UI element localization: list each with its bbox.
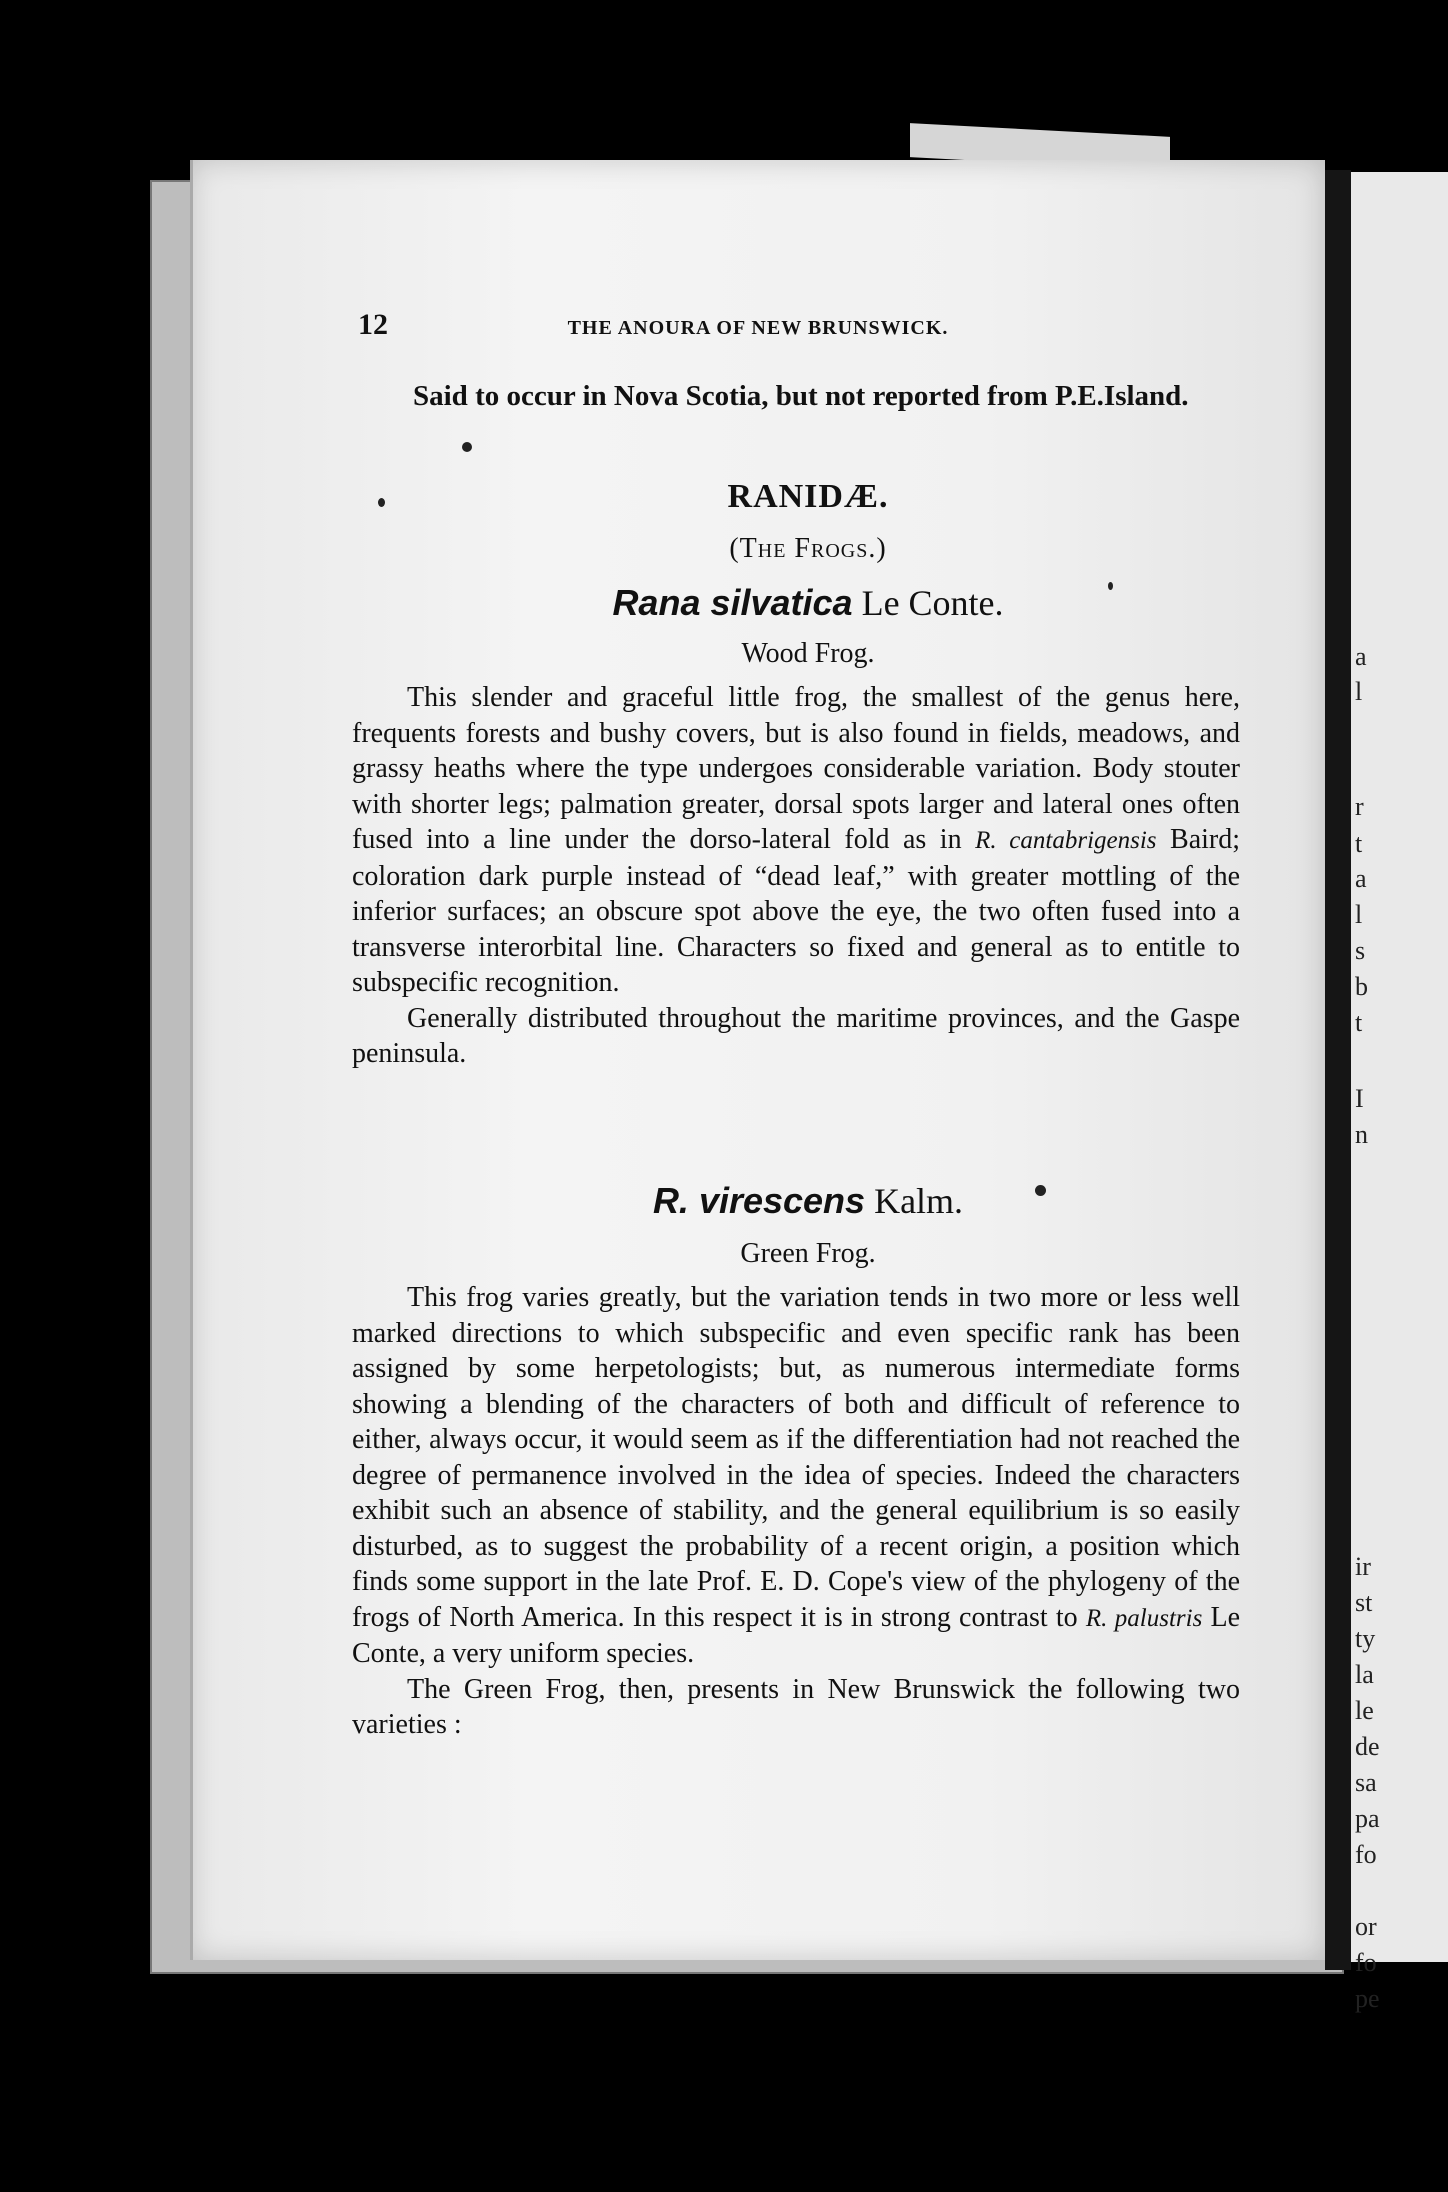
ink-speck (462, 442, 472, 452)
species-heading-virescens (358, 1180, 1258, 1222)
next-page-fragment: ir (1355, 1552, 1371, 1581)
next-page-fragment: pa (1355, 1804, 1380, 1833)
next-page-fragment: t (1355, 1008, 1363, 1037)
next-page-fragment: s (1355, 936, 1366, 965)
intro-line: Said to occur in Nova Scotia, but not reported from P.E.Island. (413, 380, 1189, 412)
next-page-fragment: r (1355, 792, 1364, 821)
paragraph (352, 680, 1240, 1001)
running-head (358, 308, 1078, 342)
next-page-fragment: sa (1355, 1768, 1377, 1797)
species-author: Le Conte. (861, 583, 1004, 623)
species-author: Kalm. (874, 1181, 964, 1221)
next-page-fragment: fo (1355, 1948, 1377, 1977)
family-heading: RANIDÆ. (727, 478, 889, 515)
paragraph-text: This frog varies greatly, but the variation tends in two more or less well marked directions to which subspecific and even specific rank has been assigned by some herpetologists; but, as numerous intermediate forms showing a blending of the characters of both and difficult of reference to either, always occur, it would seem as if the differentiation had not reached the degree of permanence involved in the idea of species. Indeed the characters exhibit such an absence of stability, and the general equilibrium is so easily disturbed, as to suggest the probability of a recent origin, a position which finds some support in the late Prof. E. D. Cope's view of the phylogeny of the frogs of North America. In this respect it is in strong contrast to (352, 1282, 1240, 1633)
ink-speck (378, 498, 385, 507)
next-page-fragment: l (1355, 677, 1363, 706)
next-page-fragment: fo (1355, 1840, 1377, 1869)
next-page-fragment: st (1355, 1588, 1373, 1617)
next-page-fragment: a (1355, 864, 1367, 893)
family-subtitle: (The Frogs.) (729, 533, 887, 564)
book-gutter (1325, 170, 1351, 1970)
running-head-title: THE ANOURA OF NEW BRUNSWICK. (567, 317, 949, 339)
ink-speck (1108, 582, 1113, 590)
next-page-fragment: pe (1355, 1984, 1380, 2013)
species-heading-silvatica (358, 582, 1258, 624)
paragraph-text: Le Conte, a very uniform species. (352, 1601, 1241, 1669)
next-page-edge (1351, 172, 1448, 2013)
next-page-fragment: a (1355, 642, 1367, 671)
next-page-fragment: la (1355, 1660, 1374, 1689)
next-page-fragment: b (1355, 972, 1368, 1001)
description-virescens (352, 1280, 1240, 1743)
next-page-fragment: n (1355, 1120, 1368, 1149)
next-page-fragment: le (1355, 1696, 1374, 1725)
next-page-fragment: I (1355, 1084, 1364, 1113)
paragraph: The Green Frog, then, presents in New Brunswick the following two varieties : (352, 1673, 1240, 1740)
description-silvatica (352, 680, 1240, 1072)
paragraph (352, 1280, 1240, 1672)
species-latin-name: R. virescens (652, 1180, 866, 1221)
paragraph: Generally distributed throughout the maritime provinces, and the Gaspe peninsula. (352, 1002, 1240, 1069)
paragraph-text: Baird; coloration dark purple instead of “dead leaf,” with greater mottling of the inferior surfaces; an obscure spot above the eye, the two often fused into a transverse interorbital line. Characters so fixed and general as to entitle to subspecific recognition. (352, 824, 1241, 998)
paragraph-text: This slender and graceful little frog, the smallest of the genus here, frequents forests and bushy covers, but is also found in fields, meadows, and grassy heaths where the type undergoes considerable variation. Body stouter with shorter legs; palmation greater, dorsal spots larger and lateral ones often fused into a line under the dorso-lateral fold as in (352, 682, 1240, 855)
next-page-fragment: ty (1355, 1624, 1376, 1653)
species-latin-name: Rana silvatica (612, 582, 853, 623)
next-page-fragment: or (1355, 1912, 1377, 1941)
latin-reference: R. cantabrigensis (975, 827, 1157, 854)
next-page-fragment: l (1355, 900, 1363, 929)
common-name-green-frog: Green Frog. (740, 1238, 876, 1269)
common-name-wood-frog: Wood Frog. (741, 638, 875, 669)
page-number: 12 (358, 308, 388, 341)
next-page-fragment: de (1355, 1732, 1380, 1761)
ink-speck (1035, 1185, 1046, 1196)
next-page-fragment: t (1355, 829, 1363, 858)
latin-reference: R. palustris (1085, 1604, 1203, 1632)
